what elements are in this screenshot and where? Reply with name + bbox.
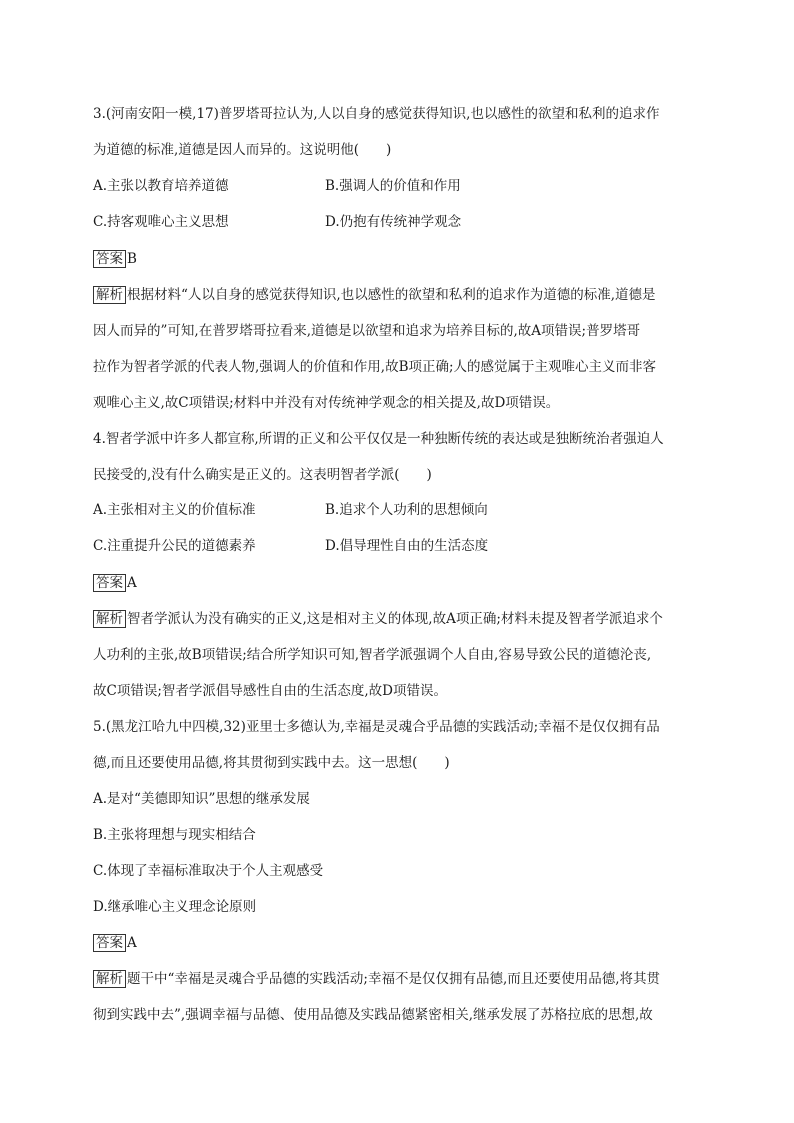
q4-option-b: B.追求个人功利的思想倾向 [325, 502, 488, 518]
q5-stem-line-2: 德,而且还要使用品德,将其贯彻到实践中去。这一思想( ) [93, 755, 450, 771]
q5-answer [93, 933, 137, 953]
q4-answer [93, 573, 137, 593]
q3-analysis-line-2: 因人而异的”可知,在普罗塔哥拉看来,道德是以欲望和追求为培养目标的,故A项错误;普罗塔哥 [93, 323, 641, 339]
q3-answer [93, 249, 137, 269]
q4-analysis-line-2: 人功利的主张,故B项错误;结合所学知识可知,智者学派强调个人自由,容易导致公民的道德沦丧, [93, 647, 652, 663]
q3-stem-line-2: 为道德的标准,道德是因人而异的。这说明他( ) [93, 142, 392, 158]
q4-stem-line-2: 民接受的,没有什么确实是正义的。这表明智者学派( ) [93, 467, 432, 483]
analysis-tag: 解析 [93, 970, 126, 988]
answer-value: A [127, 935, 137, 951]
q5-option-c: C.体现了幸福标准取决于个人主观感受 [93, 863, 324, 879]
q4-option-d: D.倡导理性自由的生活态度 [325, 538, 489, 554]
q5-analysis-line-2: 彻到实践中去”,强调幸福与品德、使用品德及实践品德紧密相关,继承发展了苏格拉底的思想,故 [93, 1007, 653, 1023]
answer-value: A [127, 575, 137, 591]
q4-stem-line-1: 4.智者学派中许多人都宣称,所谓的正义和公平仅仅是一种独断传统的表达或是独断统治者强迫人 [93, 431, 664, 447]
q3-option-c: C.持客观唯心主义思想 [93, 214, 229, 230]
analysis-tag: 解析 [93, 610, 126, 628]
q3-analysis-line-1: 解析 根据材料“人以自身的感觉获得知识,也以感性的欲望和私利的追求作为道德的标准,道德是 [93, 285, 655, 305]
q3-option-a: A.主张以教育培养道德 [93, 178, 229, 194]
q5-option-a: A.是对“美德即知识”思想的继承发展 [93, 791, 310, 807]
q3-option-b: B.强调人的价值和作用 [325, 178, 461, 194]
q3-analysis-line-3: 拉作为智者学派的代表人物,强调人的价值和作用,故B项正确;人的感觉属于主观唯心主义而非客 [93, 359, 657, 375]
analysis-tag: 解析 [93, 286, 126, 304]
answer-tag: 答案 [93, 250, 126, 268]
q5-analysis-line-1: 解析 题干中“幸福是灵魂合乎品德的实践活动;幸福不是仅仅拥有品德,而且还要使用品德,将其贯 [93, 969, 660, 989]
answer-tag: 答案 [93, 934, 126, 952]
q5-option-d: D.继承唯心主义理念论原则 [93, 899, 257, 915]
q3-stem-line-1: 3.(河南安阳一模,17)普罗塔哥拉认为,人以自身的感觉获得知识,也以感性的欲望和私利的追求作 [93, 106, 660, 122]
q4-option-c: C.注重提升公民的道德素养 [93, 538, 256, 554]
q4-analysis-line-1: 解析 智者学派认为没有确实的正义,这是相对主义的体现,故A项正确;材料未提及智者学派追求个 [93, 609, 663, 629]
answer-tag: 答案 [93, 574, 126, 592]
q4-option-a: A.主张相对主义的价值标准 [93, 502, 256, 518]
q3-option-d: D.仍抱有传统神学观念 [325, 214, 462, 230]
q5-stem-line-1: 5.(黑龙江哈九中四模,32)亚里士多德认为,幸福是灵魂合乎品德的实践活动;幸福不是仅仅拥有品 [93, 719, 660, 735]
q4-analysis-line-3: 故C项错误;智者学派倡导感性自由的生活态度,故D项错误。 [93, 683, 447, 699]
q5-option-b: B.主张将理想与现实相结合 [93, 827, 256, 843]
q3-analysis-line-4: 观唯心主义,故C项错误;材料中并没有对传统神学观念的相关提及,故D项错误。 [93, 395, 560, 411]
answer-value: B [127, 251, 137, 267]
